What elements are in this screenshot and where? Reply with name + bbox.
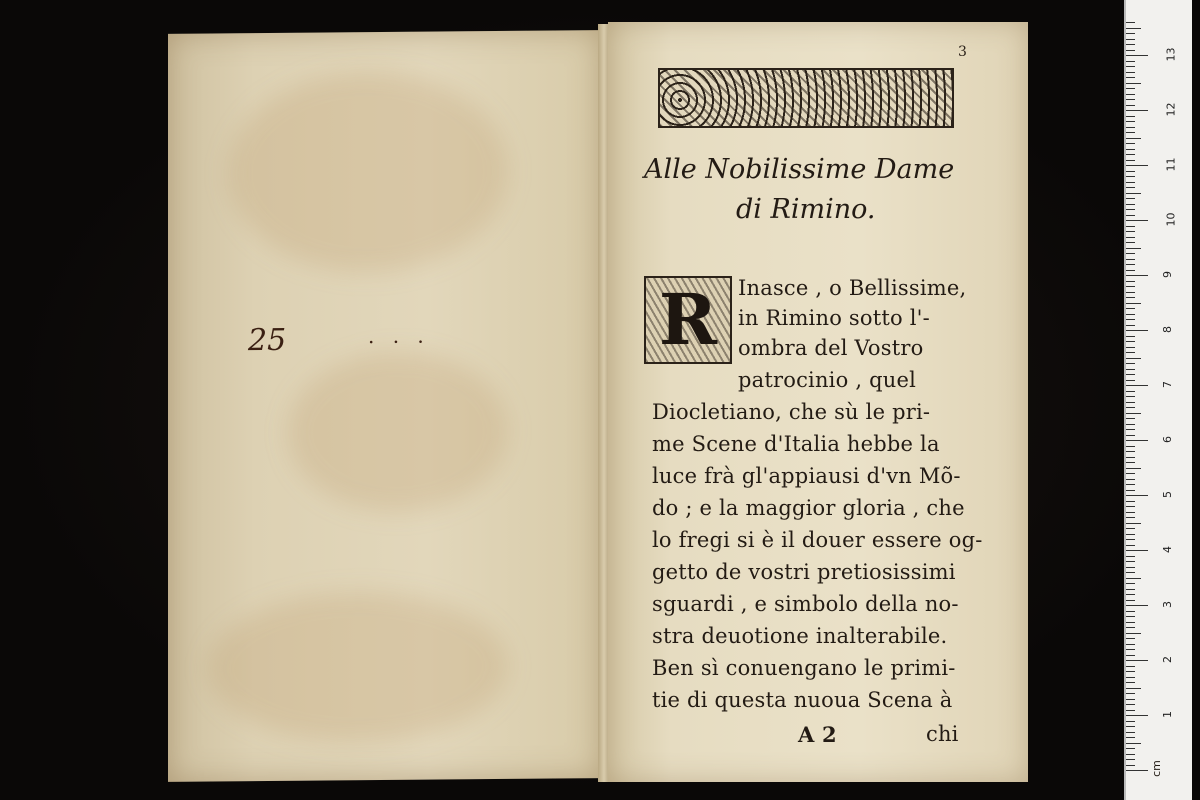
ruler-tick — [1126, 33, 1135, 34]
ruler-tick — [1126, 165, 1148, 166]
ruler-tick — [1126, 468, 1141, 469]
ruler-tick — [1126, 545, 1135, 546]
ruler-tick — [1126, 550, 1148, 551]
ruler-tick — [1126, 440, 1148, 441]
ruler-tick — [1126, 143, 1135, 144]
ruler-tick — [1126, 759, 1135, 760]
ruler-tick — [1126, 638, 1135, 639]
ruler-tick — [1126, 699, 1135, 700]
ruler-tick — [1126, 193, 1141, 194]
ruler-tick — [1126, 484, 1135, 485]
ruler-label: 7 — [1161, 381, 1174, 388]
ruler-label: 4 — [1161, 546, 1174, 553]
ruler-tick — [1126, 39, 1135, 40]
body-line: lo fregi si è il douer essere og- — [652, 528, 983, 552]
ruler-tick — [1126, 501, 1135, 502]
ruler-tick — [1126, 765, 1135, 766]
ruler-tick — [1126, 314, 1135, 315]
ruler-tick — [1126, 330, 1148, 331]
ruler-tick — [1126, 369, 1135, 370]
drop-cap-letter: R — [658, 278, 718, 361]
ruler-tick — [1126, 754, 1135, 755]
ruler-tick — [1126, 396, 1135, 397]
ruler-tick — [1126, 627, 1135, 628]
ruler-tick — [1126, 182, 1135, 183]
ruler-tick — [1126, 66, 1135, 67]
ruler-tick — [1126, 83, 1141, 84]
ruler-tick — [1126, 209, 1135, 210]
ruler-tick — [1126, 385, 1148, 386]
ruler-tick — [1126, 671, 1135, 672]
ruler-tick — [1126, 583, 1135, 584]
ruler-tick — [1126, 770, 1148, 771]
ruler-tick — [1126, 341, 1135, 342]
body-line: in Rimino sotto l'- — [738, 306, 930, 330]
ruler-tick — [1126, 50, 1135, 51]
handwritten-number: 25 — [248, 322, 287, 359]
body-line: patrocinio , quel — [738, 368, 916, 392]
ruler-tick — [1126, 594, 1135, 595]
ruler-tick — [1126, 473, 1135, 474]
ruler-tick — [1126, 660, 1148, 661]
ruler-tick — [1126, 479, 1135, 480]
foxing-stain — [288, 351, 508, 513]
ruler-tick — [1126, 693, 1135, 694]
ruler-tick — [1126, 622, 1135, 623]
ruler-tick — [1126, 160, 1135, 161]
ruler-tick — [1126, 517, 1135, 518]
ruler-tick — [1126, 154, 1135, 155]
measurement-ruler — [1124, 0, 1192, 800]
ruler-label: 8 — [1161, 326, 1174, 333]
ruler-tick — [1126, 715, 1148, 716]
ruler-tick — [1126, 44, 1135, 45]
ruler-tick — [1126, 512, 1135, 513]
ruler-tick — [1126, 721, 1135, 722]
left-page — [168, 30, 600, 782]
ruler-label: 12 — [1164, 102, 1178, 117]
ruler-tick — [1126, 589, 1135, 590]
ruler-tick — [1126, 281, 1135, 282]
ruler-tick — [1126, 605, 1148, 606]
ruler-tick — [1126, 644, 1135, 645]
ruler-tick — [1126, 308, 1135, 309]
ruler-tick — [1126, 495, 1148, 496]
ruler-unit: cm — [1149, 760, 1163, 777]
ruler-tick — [1126, 253, 1135, 254]
ruler-tick — [1126, 270, 1135, 271]
ruler-tick — [1126, 446, 1135, 447]
ruler-tick — [1126, 556, 1135, 557]
ruler-tick — [1126, 391, 1135, 392]
ruler-tick — [1126, 402, 1135, 403]
ruler-tick — [1126, 176, 1135, 177]
ornamental-headpiece — [658, 68, 954, 128]
ruler-tick — [1126, 457, 1135, 458]
ruler-tick — [1126, 149, 1135, 150]
ruler-tick — [1126, 242, 1135, 243]
ruler-tick — [1126, 435, 1135, 436]
ruler-tick — [1126, 655, 1135, 656]
ruler-tick — [1126, 462, 1135, 463]
decorated-initial — [644, 276, 732, 364]
body-line: Inasce , o Bellissime, — [738, 276, 967, 300]
title-line-1: Alle Nobilissime Dame — [644, 154, 955, 185]
ruler-label: 3 — [1161, 601, 1174, 608]
body-line: Diocletiano, che sù le pri- — [652, 400, 931, 424]
ruler-tick — [1126, 374, 1135, 375]
ruler-tick — [1126, 336, 1135, 337]
ruler-tick — [1126, 732, 1135, 733]
ruler-label: 9 — [1161, 271, 1174, 278]
catchword: chi — [926, 722, 959, 746]
ruler-tick — [1126, 297, 1135, 298]
body-line: sguardi , e simbolo della no- — [652, 592, 959, 616]
ruler-tick — [1126, 22, 1135, 23]
ruler-tick — [1126, 649, 1135, 650]
ruler-tick — [1126, 77, 1135, 78]
ruler-tick — [1126, 710, 1135, 711]
ruler-tick — [1126, 611, 1135, 612]
handwritten-marks: . . . — [368, 323, 430, 349]
ruler-tick — [1126, 561, 1135, 562]
body-line: ombra del Vostro — [738, 336, 924, 360]
ruler-tick — [1126, 358, 1141, 359]
ruler-tick — [1126, 248, 1141, 249]
ruler-tick — [1126, 666, 1135, 667]
ruler-tick — [1126, 99, 1135, 100]
ruler-tick — [1126, 737, 1135, 738]
foxing-stain — [208, 591, 508, 744]
ruler-tick — [1126, 726, 1135, 727]
ruler-tick — [1126, 292, 1135, 293]
ruler-tick — [1126, 220, 1148, 221]
ruler-tick — [1126, 138, 1141, 139]
ruler-tick — [1126, 572, 1135, 573]
ruler-tick — [1126, 72, 1135, 73]
ruler-tick — [1126, 198, 1135, 199]
ruler-tick — [1126, 132, 1135, 133]
ruler-tick — [1126, 688, 1141, 689]
ruler-tick — [1126, 418, 1135, 419]
ruler-label: 1 — [1161, 711, 1174, 718]
ruler-tick — [1126, 523, 1141, 524]
ruler-tick — [1126, 319, 1135, 320]
ruler-tick — [1126, 127, 1135, 128]
ruler-tick — [1126, 352, 1135, 353]
ruler-tick — [1126, 215, 1135, 216]
ruler-tick — [1126, 363, 1135, 364]
ruler-tick — [1126, 94, 1135, 95]
ruler-tick — [1126, 451, 1135, 452]
ruler-tick — [1126, 682, 1135, 683]
ruler-tick — [1126, 424, 1135, 425]
ruler-tick — [1126, 116, 1135, 117]
ruler-tick — [1126, 55, 1148, 56]
ruler-tick — [1126, 347, 1135, 348]
ruler-tick — [1126, 275, 1148, 276]
ruler-label: 5 — [1161, 491, 1174, 498]
ruler-tick — [1126, 61, 1135, 62]
body-line: do ; e la maggior gloria , che — [652, 496, 965, 520]
ruler-tick — [1126, 380, 1135, 381]
ruler-tick — [1126, 616, 1135, 617]
ruler-tick — [1126, 413, 1141, 414]
ruler-tick — [1126, 204, 1135, 205]
ruler-tick — [1126, 259, 1135, 260]
title-line-2: di Rimino. — [736, 194, 876, 225]
ruler-tick — [1126, 110, 1148, 111]
ruler-tick — [1126, 704, 1135, 705]
ruler-tick — [1126, 633, 1141, 634]
ruler-tick — [1126, 578, 1141, 579]
ruler-tick — [1126, 600, 1135, 601]
ruler-tick — [1126, 429, 1135, 430]
body-line: stra deuotione inalterabile. — [652, 624, 948, 648]
ruler-tick — [1126, 237, 1135, 238]
ruler-tick — [1126, 226, 1135, 227]
ruler-tick — [1126, 506, 1135, 507]
ruler-tick — [1126, 677, 1135, 678]
ruler-tick — [1126, 528, 1135, 529]
ruler-tick — [1126, 325, 1135, 326]
ruler-tick — [1126, 567, 1135, 568]
ruler-tick — [1126, 490, 1135, 491]
body-line: getto de vostri pretiosissimi — [652, 560, 956, 584]
body-line: tie di questa nuoua Scena à — [652, 688, 953, 712]
ruler-tick — [1126, 121, 1135, 122]
ruler-tick — [1126, 748, 1135, 749]
ruler-tick — [1126, 534, 1135, 535]
body-line: me Scene d'Italia hebbe la — [652, 432, 940, 456]
ruler-label: 6 — [1161, 436, 1174, 443]
ruler-tick — [1126, 187, 1135, 188]
ruler-tick — [1126, 286, 1135, 287]
body-line: Ben sì conuengano le primi- — [652, 656, 956, 680]
ruler-tick — [1126, 231, 1135, 232]
ruler-tick — [1126, 539, 1135, 540]
ruler-tick — [1126, 88, 1135, 89]
body-line: luce frà gl'appiausi d'vn Mõ- — [652, 464, 961, 488]
ruler-label: 11 — [1164, 157, 1178, 172]
right-page — [608, 22, 1028, 782]
ruler-tick — [1126, 171, 1135, 172]
page-number: 3 — [958, 44, 967, 60]
ruler-tick — [1126, 303, 1141, 304]
signature-mark: A 2 — [798, 722, 837, 747]
ruler-label: 10 — [1164, 212, 1178, 227]
ruler-tick — [1126, 264, 1135, 265]
ruler-tick — [1126, 407, 1135, 408]
ruler-tick — [1126, 28, 1141, 29]
ruler-label: 13 — [1164, 47, 1178, 62]
ruler-label: 2 — [1161, 656, 1174, 663]
open-book — [168, 18, 1028, 788]
ruler-tick — [1126, 743, 1141, 744]
foxing-stain — [228, 71, 508, 273]
ruler-tick — [1126, 105, 1135, 106]
